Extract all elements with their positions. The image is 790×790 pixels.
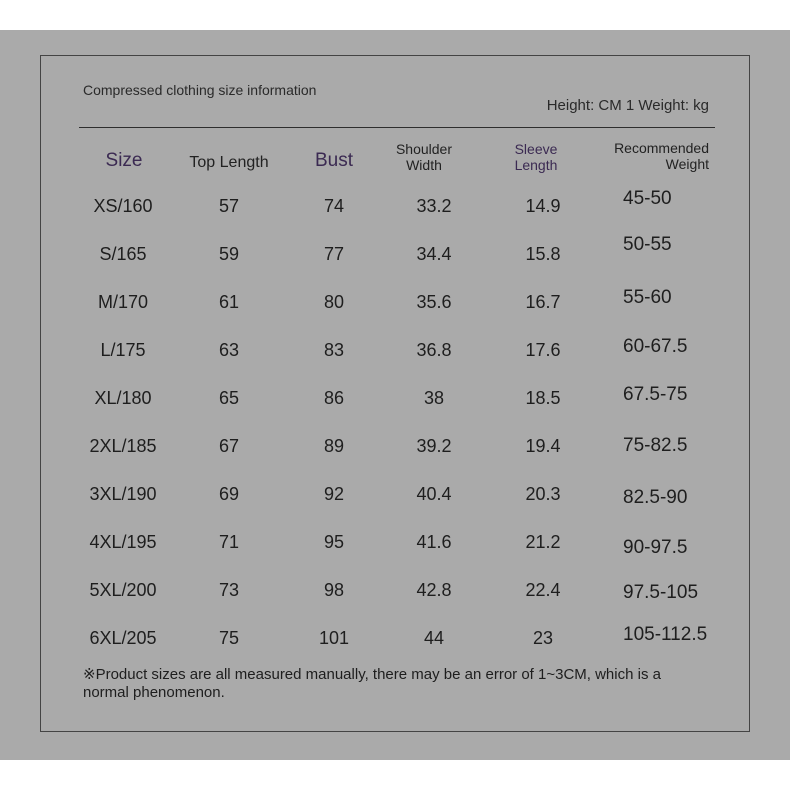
recommended-weight-cell: 90-97.5 xyxy=(623,537,688,558)
bust-cell: 86 xyxy=(323,388,345,408)
size-cell: 2XL/185 xyxy=(89,436,157,456)
sleeve-length-cell: 17.6 xyxy=(525,340,561,360)
size-cell: XS/160 xyxy=(93,196,153,216)
top-length-cell: 63 xyxy=(218,340,240,360)
sleeve-length-cell: 20.3 xyxy=(525,484,561,504)
bust-cell: 95 xyxy=(323,532,345,552)
recommended-weight-cell: 60-67.5 xyxy=(623,336,688,357)
measurement-note: ※Product sizes are all measured manually, there may be an error of 1~3CM, which is a normal phenomenon. xyxy=(83,666,661,701)
sleeve-length-cell: 16.7 xyxy=(525,292,561,312)
col-header-sleeve-length: Sleeve Length xyxy=(514,141,558,173)
bust-cell: 101 xyxy=(318,628,350,648)
recommended-weight-cell: 67.5-75 xyxy=(623,384,688,405)
size-cell: 6XL/205 xyxy=(89,628,157,648)
size-chart-card xyxy=(40,55,750,732)
sleeve-length-cell: 18.5 xyxy=(525,388,561,408)
bust-cell: 89 xyxy=(323,436,345,456)
shoulder-width-cell: 36.8 xyxy=(416,340,452,360)
col-header-recommended-weight: Recommended Weight xyxy=(614,140,709,172)
bust-cell: 92 xyxy=(323,484,345,504)
recommended-weight-cell: 45-50 xyxy=(623,188,672,209)
shoulder-width-cell: 38 xyxy=(423,388,445,408)
recommended-weight-cell: 105-112.5 xyxy=(623,624,708,645)
sleeve-length-cell: 14.9 xyxy=(525,196,561,216)
top-length-cell: 73 xyxy=(218,580,240,600)
shoulder-width-cell: 33.2 xyxy=(416,196,452,216)
recommended-weight-cell: 75-82.5 xyxy=(623,435,688,456)
col-header-shoulder-width: Shoulder Width xyxy=(395,141,453,173)
top-length-cell: 57 xyxy=(218,196,240,216)
shoulder-width-cell: 39.2 xyxy=(416,436,452,456)
top-length-cell: 69 xyxy=(218,484,240,504)
sleeve-length-cell: 23 xyxy=(532,628,554,648)
header-divider xyxy=(79,127,715,128)
bust-cell: 77 xyxy=(323,244,345,264)
bust-cell: 98 xyxy=(323,580,345,600)
size-cell: S/165 xyxy=(99,244,147,264)
shoulder-width-cell: 34.4 xyxy=(416,244,452,264)
bust-cell: 74 xyxy=(323,196,345,216)
sleeve-length-cell: 15.8 xyxy=(525,244,561,264)
bust-cell: 83 xyxy=(323,340,345,360)
top-length-cell: 71 xyxy=(218,532,240,552)
sleeve-length-cell: 19.4 xyxy=(525,436,561,456)
size-cell: XL/180 xyxy=(94,388,152,408)
units-label: Height: CM 1 Weight: kg xyxy=(546,97,709,114)
size-cell: M/170 xyxy=(97,292,149,312)
sleeve-length-cell: 22.4 xyxy=(525,580,561,600)
col-header-top-length: Top Length xyxy=(189,154,269,171)
shoulder-width-cell: 44 xyxy=(423,628,445,648)
size-cell: 5XL/200 xyxy=(89,580,157,600)
col-header-bust: Bust xyxy=(314,150,354,171)
shoulder-width-cell: 41.6 xyxy=(416,532,452,552)
bust-cell: 80 xyxy=(323,292,345,312)
recommended-weight-cell: 97.5-105 xyxy=(623,582,699,603)
shoulder-width-cell: 40.4 xyxy=(416,484,452,504)
size-cell: L/175 xyxy=(100,340,146,360)
top-length-cell: 61 xyxy=(218,292,240,312)
shoulder-width-cell: 35.6 xyxy=(416,292,452,312)
col-header-size: Size xyxy=(105,150,143,171)
shoulder-width-cell: 42.8 xyxy=(416,580,452,600)
sleeve-length-cell: 21.2 xyxy=(525,532,561,552)
top-length-cell: 67 xyxy=(218,436,240,456)
recommended-weight-cell: 50-55 xyxy=(623,234,672,255)
size-cell: 3XL/190 xyxy=(89,484,157,504)
top-length-cell: 59 xyxy=(218,244,240,264)
top-length-cell: 65 xyxy=(218,388,240,408)
top-length-cell: 75 xyxy=(218,628,240,648)
recommended-weight-cell: 55-60 xyxy=(623,287,672,308)
size-cell: 4XL/195 xyxy=(89,532,157,552)
recommended-weight-cell: 82.5-90 xyxy=(623,487,688,508)
chart-title: Compressed clothing size information xyxy=(83,82,317,98)
